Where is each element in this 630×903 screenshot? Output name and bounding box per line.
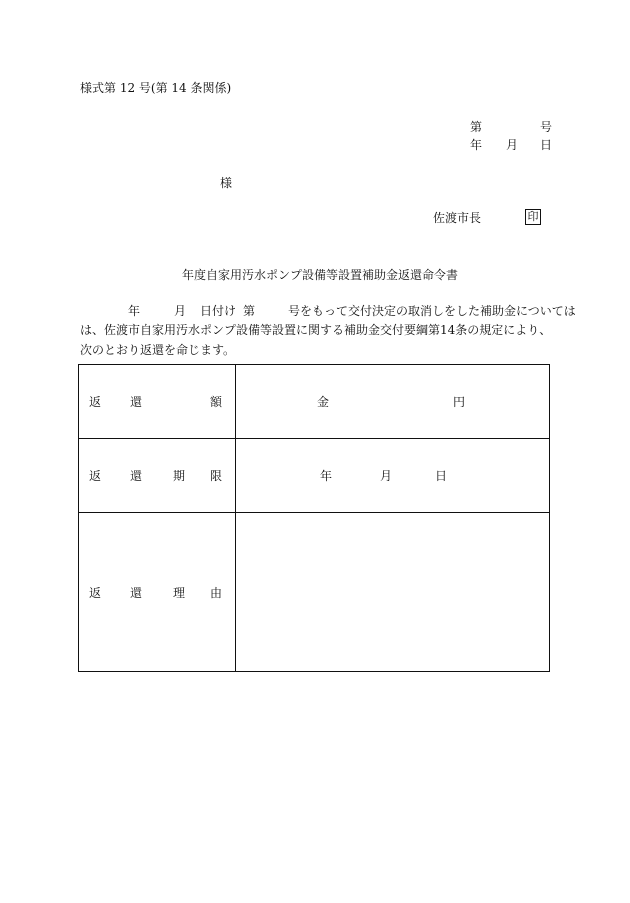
table-row-divider bbox=[79, 438, 549, 439]
doc-date-month: 月 bbox=[506, 138, 519, 152]
table-row-label-char: 還 bbox=[129, 469, 143, 483]
table-row-value bbox=[236, 586, 551, 600]
doc-title: 年度自家用汚水ポンプ設備等設置補助金返還命令書 bbox=[182, 268, 459, 282]
table-row-label-char: 返 bbox=[89, 395, 102, 409]
table-row-label-char: 限 bbox=[209, 469, 222, 483]
body-line-1-segment: 月 bbox=[174, 304, 187, 318]
body-line-1-segment: 年 bbox=[128, 304, 141, 318]
doc-date-day: 日 bbox=[540, 138, 553, 152]
issuer-seal: 印 bbox=[525, 209, 541, 225]
table-row-value-text: 月 bbox=[379, 469, 393, 483]
table-row-label-char: 期 bbox=[172, 469, 186, 483]
table-row-label bbox=[79, 469, 235, 483]
table-column-divider bbox=[235, 365, 236, 671]
table-row-label-char: 返 bbox=[89, 469, 102, 483]
table-row-label-char: 額 bbox=[209, 395, 222, 409]
table-row-label-char: 還 bbox=[129, 395, 143, 409]
table-row-label-char: 理 bbox=[172, 586, 186, 600]
table-row-value-text: 金 bbox=[316, 395, 330, 409]
body-line-1-segment: 第 bbox=[243, 304, 256, 318]
body-line-1-segment: 日付け bbox=[200, 304, 237, 318]
table-row-divider bbox=[79, 512, 549, 513]
body-line-1-segment: 号をもって交付決定の取消しをした補助金については bbox=[288, 304, 576, 318]
table-row-value-text: 円 bbox=[452, 395, 466, 409]
form-number: 様式第 12 号(第 14 条関係) bbox=[80, 81, 232, 95]
doc-number-prefix: 第 bbox=[470, 120, 483, 134]
doc-date-year: 年 bbox=[470, 138, 483, 152]
table-row-value-text: 年 bbox=[319, 469, 333, 483]
body-line-2: は、佐渡市自家用汚水ポンプ設備等設置に関する補助金交付要綱第14条の規定により、 bbox=[80, 323, 552, 337]
table-row-label bbox=[79, 586, 235, 600]
table-row-value bbox=[236, 469, 551, 483]
repayment-table bbox=[78, 364, 550, 672]
recipient-suffix: 様 bbox=[220, 176, 233, 190]
doc-number-suffix: 号 bbox=[540, 120, 553, 134]
table-row-label-char: 還 bbox=[129, 586, 143, 600]
table-row-label-char: 由 bbox=[209, 586, 222, 600]
table-row-label bbox=[79, 395, 235, 409]
table-row-value-text: 日 bbox=[434, 469, 448, 483]
body-line-3: 次のとおり返還を命じます。 bbox=[80, 343, 236, 357]
table-row-label-char: 返 bbox=[89, 586, 102, 600]
table-row-value bbox=[236, 395, 551, 409]
issuer-title: 佐渡市長 bbox=[433, 211, 482, 225]
